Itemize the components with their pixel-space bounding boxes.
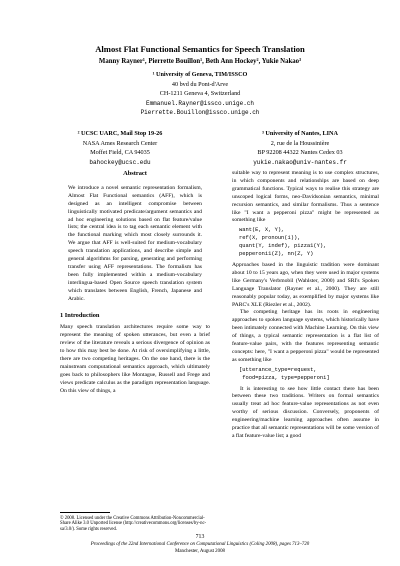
- code-line: quant(Y, indef), pizza1(Y),: [239, 243, 327, 250]
- left-column: [60, 170, 210, 396]
- feature-value-example: [239, 367, 379, 383]
- body-paragraph: suitable way to represent meaning is to use complex structures, in which components and relationships are based on deep grammatical functions. Typical ways to realise this strategy are unscoped logical forms, neo-Davidsonian semantics, minimal recursion semantics, and similar formalisms. Thus a sentence like "I want a pepperoni pizza" might be represented as something like: [232, 170, 379, 224]
- paper-title: Almost Flat Functional Semantics for Speech Translation: [95, 44, 305, 54]
- license-footnote: © 2008. Licensed under the Creative Commons Attribution-Noncommercial-Share Alike 3.0 Unported license (http://creativecommons.org/licenses/by-nc-sa/3.0/). Some rights reserved.: [60, 516, 207, 532]
- email-address: Pierrette.Bouillon@issco.unige.ch: [140, 109, 260, 117]
- proceedings-footer: Proceedings of the 22nd International Conference on Computational Linguistics (Coling 2008), pages 713–720: [90, 542, 310, 547]
- body-paragraph: Approaches based in the linguistic tradition were dominant about 10 to 15 years ago, when they were used in major systems like Germany's Verbmobil (Wahlster, 2000) and SRI's Spoken Language Translator (Rayner et al., 2000). They are still reasonably popular today, as exemplified by major systems like PARC's XLE (Riezler et al., 2002).: [232, 261, 379, 308]
- body-paragraph: It is interesting to see how little contact there has been between these two traditions. Writers on formal semantics usually treat ad hoc feature-value representations as not even worthy of serious discussion. Conversely, proponents of engineering/machine learning approaches often assume in practice that all semantic representations will be some version of a flat feature-value list; a good: [232, 385, 379, 439]
- affiliation-address: Moffet Field, CA 94035: [90, 149, 150, 157]
- author-list: Manny Rayner¹, Pierrette Bouillon¹, Beth Ann Hockey², Yukie Nakao³: [98, 58, 302, 65]
- email-address: bahockey@ucsc.edu: [89, 158, 151, 166]
- affiliation-address: CH-1211 Geneva 4, Switzerland: [159, 90, 241, 98]
- abstract-heading: Abstract: [123, 170, 147, 177]
- code-line: want(E, X, Y),: [239, 227, 285, 234]
- affiliation-geneva: [100, 70, 300, 118]
- footnote-rule: [60, 512, 110, 513]
- email-address: Emmanuel.Rayner@issco.unige.ch: [145, 99, 255, 107]
- code-line: pepperoni1(Z), nn(Z, Y): [239, 251, 314, 258]
- page-number: 713: [195, 534, 205, 540]
- affiliation-nantes: [230, 129, 370, 167]
- section-heading: 1 Introduction: [60, 311, 100, 319]
- affiliation-name: ³ University of Nantes, LINA: [262, 130, 338, 137]
- email-address: yukie.nakao@univ-nantes.fr: [253, 158, 347, 166]
- abstract-text: We introduce a novel semantic representation formalism, Almost Flat Functional semantics (AFF), which is designed as an intelligent compromise between linguistically motivated predicate/argument semantics and ad hoc engineering solutions based on flat feature/value lists; the central idea is to tag each semantic element with the functional marking which most closely surrounds it. We argue that AFF is well-suited for medium-vocabulary speech translation applications, and describe simple and general algorithms for parsing, generating and performing transfer using AFF representations. The formalism has been fully implemented within a medium-vocabulary interlingua-based Open Source speech translation system which translates between English, French, Japanese and Arabic.: [68, 184, 202, 302]
- right-column: [232, 170, 379, 441]
- affiliation-address: BP 92208 44322 Nantes Cedex 03: [257, 149, 343, 157]
- code-line: [utterance_type=request,: [239, 366, 317, 373]
- location-footer: Manchester, August 2008: [175, 549, 225, 554]
- affiliation-name: ² UCSC UARC, Mail Stop 19-26: [77, 130, 163, 137]
- affiliation-address: 40 bvd du Pont-d'Arve: [171, 80, 229, 88]
- code-line: food=pizza, type=pepperoni]: [239, 374, 330, 381]
- code-line: ref(X, pronoun(i)),: [239, 235, 301, 242]
- body-paragraph: The competing heritage has its roots in engineering approaches to spoken language systems, which historically have been intimately connected with Machine Learning. On this view of things, a typical semantic representation is a flat list of feature-value pairs, with the features representing semantic concepts: here, "I want a pepperoni pizza" would be represented as something like: [232, 309, 379, 363]
- logical-form-example: [239, 227, 379, 259]
- affiliation-name: ¹ University of Geneva, TIM/ISSCO: [152, 71, 248, 78]
- affiliation-address: NASA Ames Research Center: [82, 139, 158, 147]
- affiliation-address: 2, rue de la Houssinière: [270, 139, 330, 147]
- intro-paragraph: Many speech translation architectures require some way to represent the meaning of spoken utterances, but even a brief review of the literature reveals a serious divergence of opinion as to how this may best be done. At risk of oversimplifying a little, there are two competing heritages. On the one hand, there is the mainstream computational semantics approach, which ultimately goes back to philosophers like Montague, Russell and Frege and views predicate calculus as the paradigm representation language. On this view of things, a: [60, 324, 210, 394]
- affiliation-ucsc: [50, 129, 190, 167]
